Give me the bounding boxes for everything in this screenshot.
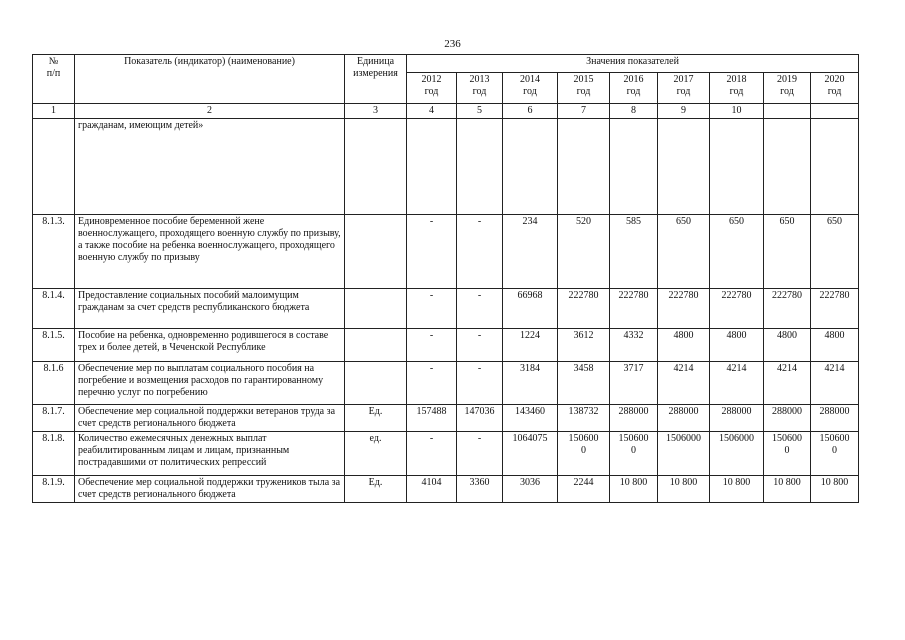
row-value: 150600 0 [610,432,658,476]
row-value: - [407,432,457,476]
row-unit: ед. [345,432,407,476]
row-value: 10 800 [610,476,658,503]
row-value: 650 [811,215,859,289]
row-value: 143460 [503,405,558,432]
row-unit [345,119,407,215]
row-indicator-name: Обеспечение мер социальной поддержки ветеранов труда за счет средств регионального бюджета [75,405,345,432]
header-year: 2020 год [811,73,859,104]
row-value [610,119,658,215]
row-unit [345,215,407,289]
row-value: 138732 [558,405,610,432]
header-column-number: 5 [457,104,503,119]
row-value: 222780 [658,289,710,329]
row-number: 8.1.5. [33,329,75,362]
table-row [33,405,859,432]
header-column-number [811,104,859,119]
row-value: 4800 [658,329,710,362]
row-value: - [457,432,503,476]
header-column-number: 9 [658,104,710,119]
row-value: 4214 [764,362,811,405]
row-value: 4800 [764,329,811,362]
row-indicator-name: Предоставление социальных пособий малоимущим гражданам за счет средств республиканского бюджета [75,289,345,329]
row-number: 8.1.8. [33,432,75,476]
row-value [503,119,558,215]
row-value: 520 [558,215,610,289]
table-row [33,476,859,503]
header-col-indicator: Показатель (индикатор) (наименование) [75,55,345,104]
table-row [33,432,859,476]
row-value: - [407,215,457,289]
row-number: 8.1.7. [33,405,75,432]
row-value: 10 800 [710,476,764,503]
header-year: 2019 год [764,73,811,104]
table-row [33,362,859,405]
row-value: - [457,329,503,362]
header-column-number: 8 [610,104,658,119]
row-number: 8.1.3. [33,215,75,289]
row-value: 1064075 [503,432,558,476]
row-value [407,119,457,215]
row-number: 8.1.6 [33,362,75,405]
row-value: - [407,289,457,329]
row-value: 288000 [764,405,811,432]
row-value: 3184 [503,362,558,405]
header-column-number: 1 [33,104,75,119]
row-value: 4214 [811,362,859,405]
header-column-number: 7 [558,104,610,119]
row-value [811,119,859,215]
row-unit: Ед. [345,476,407,503]
header-year: 2016 год [610,73,658,104]
row-indicator-name: Обеспечение мер по выплатам социального пособия на погребение и возмещения расходов по гарантированному перечню услуг по погребению [75,362,345,405]
row-value: 10 800 [764,476,811,503]
row-value [764,119,811,215]
row-value: 650 [710,215,764,289]
row-value: 288000 [811,405,859,432]
table-row [33,119,859,215]
table-row [33,215,859,289]
row-indicator-name: гражданам, имеющим детей» [75,119,345,215]
row-value: 4800 [710,329,764,362]
row-indicator-name: Пособие на ребенка, одновременно родившегося в составе трех и более детей, в Чеченской Республике [75,329,345,362]
header-column-number: 10 [710,104,764,119]
row-value: 222780 [558,289,610,329]
row-value: 3360 [457,476,503,503]
header-year: 2014 год [503,73,558,104]
row-indicator-name: Обеспечение мер социальной поддержки тружеников тыла за счет средств регионального бюджета [75,476,345,503]
row-value [457,119,503,215]
row-value: 150600 0 [558,432,610,476]
header-column-number: 2 [75,104,345,119]
header-column-number: 6 [503,104,558,119]
table-row [33,329,859,362]
row-value: 4800 [811,329,859,362]
row-indicator-name: Единовременное пособие беременной жене военнослужащего, проходящего военную службу по призыву, а также пособие на ребенка военнослужащего, проходящего военную службу по призыву [75,215,345,289]
row-value: 585 [610,215,658,289]
row-value: 66968 [503,289,558,329]
header-year: 2012 год [407,73,457,104]
row-number [33,119,75,215]
row-value: 650 [658,215,710,289]
row-value: 150600 0 [764,432,811,476]
row-value [710,119,764,215]
row-value: 222780 [811,289,859,329]
row-value: 150600 0 [811,432,859,476]
row-value: 234 [503,215,558,289]
row-value: 10 800 [658,476,710,503]
row-value: 2244 [558,476,610,503]
header-col-unit: Единица измерения [345,55,407,104]
row-value: 147036 [457,405,503,432]
header-year: 2018 год [710,73,764,104]
row-value: 4104 [407,476,457,503]
indicators-table [32,54,859,503]
row-value: 4214 [710,362,764,405]
row-value: 3458 [558,362,610,405]
row-value: 1506000 [658,432,710,476]
row-value: 3612 [558,329,610,362]
row-value: 650 [764,215,811,289]
row-value: - [407,362,457,405]
row-value: - [407,329,457,362]
header-column-number [764,104,811,119]
row-value: - [457,289,503,329]
row-number: 8.1.9. [33,476,75,503]
row-value: 222780 [610,289,658,329]
row-value: 288000 [658,405,710,432]
header-column-number: 4 [407,104,457,119]
page-number: 236 [444,38,461,50]
row-unit [345,362,407,405]
row-value: 4214 [658,362,710,405]
row-unit: Ед. [345,405,407,432]
row-value [558,119,610,215]
header-year: 2015 год [558,73,610,104]
row-value: 288000 [710,405,764,432]
table-row [33,289,859,329]
row-unit [345,329,407,362]
row-value [658,119,710,215]
row-value: 3717 [610,362,658,405]
row-value: - [457,362,503,405]
row-unit [345,289,407,329]
header-col-no: № п/п [33,55,75,104]
row-value: 222780 [764,289,811,329]
header-year: 2013 год [457,73,503,104]
row-value: 3036 [503,476,558,503]
row-number: 8.1.4. [33,289,75,329]
row-value: 10 800 [811,476,859,503]
row-value: 1506000 [710,432,764,476]
header-values-group: Значения показателей [407,55,859,73]
row-value: 1224 [503,329,558,362]
row-value: 4332 [610,329,658,362]
row-indicator-name: Количество ежемесячных денежных выплат реабилитированным лицам и лицам, признанным пострадавшими от политических репрессий [75,432,345,476]
row-value: 157488 [407,405,457,432]
row-value: - [457,215,503,289]
row-value: 288000 [610,405,658,432]
row-value: 222780 [710,289,764,329]
header-year: 2017 год [658,73,710,104]
header-column-number: 3 [345,104,407,119]
